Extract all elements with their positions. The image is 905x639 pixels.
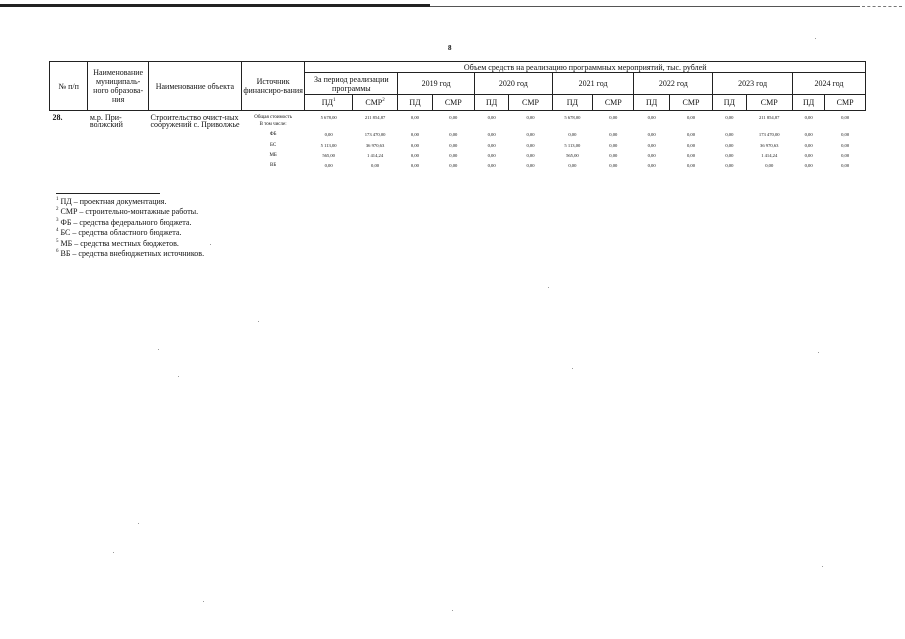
- header-smr: СМР: [746, 95, 792, 111]
- cell-value: 0,00: [526, 132, 535, 137]
- source-label: Общая стоимость В том числе:: [254, 115, 292, 127]
- cell-value: 0,00: [765, 163, 774, 168]
- cell-value: 0,00: [841, 143, 850, 148]
- source-label: БС: [270, 143, 277, 148]
- source-label: МБ: [269, 153, 277, 158]
- cell-value: 0,00: [487, 163, 496, 168]
- scan-edge-dashes: [862, 6, 902, 7]
- cell-value: 0,00: [725, 153, 734, 158]
- cell-value: 5 113,00: [564, 143, 581, 148]
- cell-value: 0,00: [449, 153, 458, 158]
- header-source: Источник финансиро-вания: [241, 62, 305, 111]
- header-num: № п/п: [50, 62, 88, 111]
- header-pd: ПД: [713, 95, 746, 111]
- cell-value: 0,00: [487, 143, 496, 148]
- cell-value: 0,00: [609, 115, 618, 120]
- scan-speck: [138, 523, 139, 524]
- header-smr: СМР: [432, 95, 474, 111]
- scan-edge-bar: [0, 4, 430, 7]
- header-pd: ПД: [792, 95, 824, 111]
- scan-speck: [178, 376, 179, 377]
- cell-value: 0,00: [804, 115, 813, 120]
- cell-value: 0,00: [609, 163, 618, 168]
- header-group-title: Объем средств на реализацию программных мероприятий, тыс. рублей: [305, 62, 866, 73]
- row-municipality: м.р. При-волжский: [89, 113, 123, 129]
- header-object: Наименование объекта: [148, 62, 241, 111]
- cell-value: 0,00: [841, 153, 850, 158]
- cell-value: 0,00: [324, 132, 333, 137]
- cell-value: 1 414,24: [761, 153, 778, 158]
- scan-speck: [822, 566, 823, 567]
- page-number: 8: [448, 44, 452, 52]
- cell-value: 0,00: [449, 115, 458, 120]
- cell-value: 0,00: [647, 153, 656, 158]
- footnote: $^2$ СМР – строительно-монтажные работы.: [56, 207, 199, 217]
- cell-value: 1 414,24: [367, 153, 384, 158]
- cell-value: 0,00: [609, 143, 618, 148]
- header-pd: ПД: [398, 95, 432, 111]
- scan-speck: [548, 287, 549, 288]
- header-pd: ПД: [552, 95, 592, 111]
- scan-speck: [452, 610, 453, 611]
- header-year: 2020 год: [474, 73, 552, 95]
- footnote: $^5$ МБ – средства местных бюджетов.: [56, 238, 179, 248]
- cell-value: 0,00: [647, 115, 656, 120]
- cell-value: 0,00: [410, 132, 419, 137]
- row-object: Строительство очист-ных сооружений с. Приволжье: [150, 113, 240, 129]
- cell-value: 0,00: [487, 115, 496, 120]
- header-smr: СМР: [509, 95, 552, 111]
- header-year: 2024 год: [792, 73, 865, 95]
- header-smr: СМР: [593, 95, 634, 111]
- cell-value: 0,00: [686, 163, 696, 168]
- scan-speck: [572, 368, 573, 369]
- cell-value: 0,00: [410, 143, 419, 148]
- header-smr: СМР: [669, 95, 712, 111]
- cell-value: 0,00: [449, 163, 458, 168]
- scan-speck: [210, 244, 211, 245]
- cell-value: 0,00: [841, 163, 850, 168]
- cell-value: 0,00: [686, 132, 696, 137]
- cell-value: 0,00: [725, 132, 734, 137]
- funding-table: [49, 61, 866, 171]
- cell-value: 0,00: [526, 143, 535, 148]
- cell-value: 0,00: [686, 143, 696, 148]
- cell-value: 0,00: [647, 163, 656, 168]
- scan-speck: [818, 352, 819, 353]
- table-row: [50, 111, 866, 129]
- cell-value: 0,00: [487, 153, 496, 158]
- cell-value: 173 470,00: [364, 132, 386, 137]
- cell-value: 0,00: [841, 115, 850, 120]
- header-year: 2021 год: [552, 73, 634, 95]
- cell-value: 0,00: [804, 132, 813, 137]
- cell-value: 565,00: [322, 153, 335, 158]
- cell-value: 0,00: [725, 143, 734, 148]
- cell-value: 0,00: [410, 163, 419, 168]
- header-year: 2023 год: [713, 73, 793, 95]
- cell-value: 0,00: [686, 115, 696, 120]
- header-smr: СМР: [825, 95, 866, 111]
- cell-value: 0,00: [609, 153, 618, 158]
- cell-value: 0,00: [526, 153, 535, 158]
- header-pd: ПД: [474, 95, 508, 111]
- cell-value: 0,00: [324, 163, 333, 168]
- footnote-separator: [56, 193, 160, 194]
- header-period-total: За период реализации программы: [305, 73, 398, 95]
- cell-value: 0,00: [449, 143, 458, 148]
- header-pd: ПД: [634, 95, 669, 111]
- cell-value: 0,00: [609, 132, 618, 137]
- header-smr-total: СМР$^2$: [352, 95, 397, 111]
- cell-value: 565,00: [566, 153, 579, 158]
- cell-value: 5 678,00: [320, 115, 337, 120]
- cell-value: 0,00: [841, 132, 850, 137]
- scan-edge-line: [430, 6, 860, 7]
- scan-speck: [113, 552, 114, 553]
- footnote: $^1$ ПД – проектная документация.: [56, 197, 167, 206]
- cell-value: 0,00: [804, 153, 813, 158]
- scan-speck: [815, 38, 816, 39]
- cell-value: 173 470,00: [758, 132, 780, 137]
- footnote: $^4$ БС – средства областного бюджета.: [56, 228, 182, 238]
- footnote: $^6$ ВБ – средства внебюджетных источников.: [56, 249, 205, 259]
- scan-speck: [258, 321, 259, 322]
- header-pd-total: $ПД^1$: [305, 95, 352, 111]
- cell-value: 36 970,63: [760, 143, 779, 148]
- source-label: ВБ: [270, 163, 277, 168]
- row-number: 28.: [52, 113, 63, 122]
- cell-value: 0,00: [647, 132, 656, 137]
- cell-value: 211 854,87: [758, 115, 780, 120]
- header-year: 2022 год: [634, 73, 713, 95]
- cell-value: 36 970,63: [365, 143, 385, 148]
- header-municipality: Наименование муниципаль-ного образова-ния: [88, 62, 149, 111]
- cell-value: 0,00: [487, 132, 496, 137]
- cell-value: 5 678,00: [564, 115, 581, 120]
- cell-value: 0,00: [686, 153, 696, 158]
- footnotes: [56, 197, 204, 259]
- cell-value: 0,00: [526, 163, 535, 168]
- cell-value: 5 113,00: [320, 143, 337, 148]
- cell-value: 211 854,87: [364, 115, 386, 120]
- cell-value: 0,00: [568, 132, 577, 137]
- header-year: 2019 год: [398, 73, 475, 95]
- cell-value: 0,00: [647, 143, 656, 148]
- cell-value: 0,00: [410, 153, 419, 158]
- cell-value: 0,00: [410, 115, 419, 120]
- cell-value: 0,00: [371, 163, 380, 168]
- cell-value: 0,00: [449, 132, 458, 137]
- source-label: ФБ: [269, 132, 277, 137]
- cell-value: 0,00: [526, 115, 535, 120]
- cell-value: 0,00: [804, 143, 813, 148]
- scan-speck: [203, 601, 204, 602]
- cell-value: 0,00: [725, 163, 734, 168]
- cell-value: 0,00: [804, 163, 813, 168]
- cell-value: 0,00: [568, 163, 577, 168]
- footnote: $^3$ ФБ – средства федерального бюджета.: [56, 217, 192, 227]
- cell-value: 0,00: [725, 115, 734, 120]
- scan-speck: [158, 349, 159, 350]
